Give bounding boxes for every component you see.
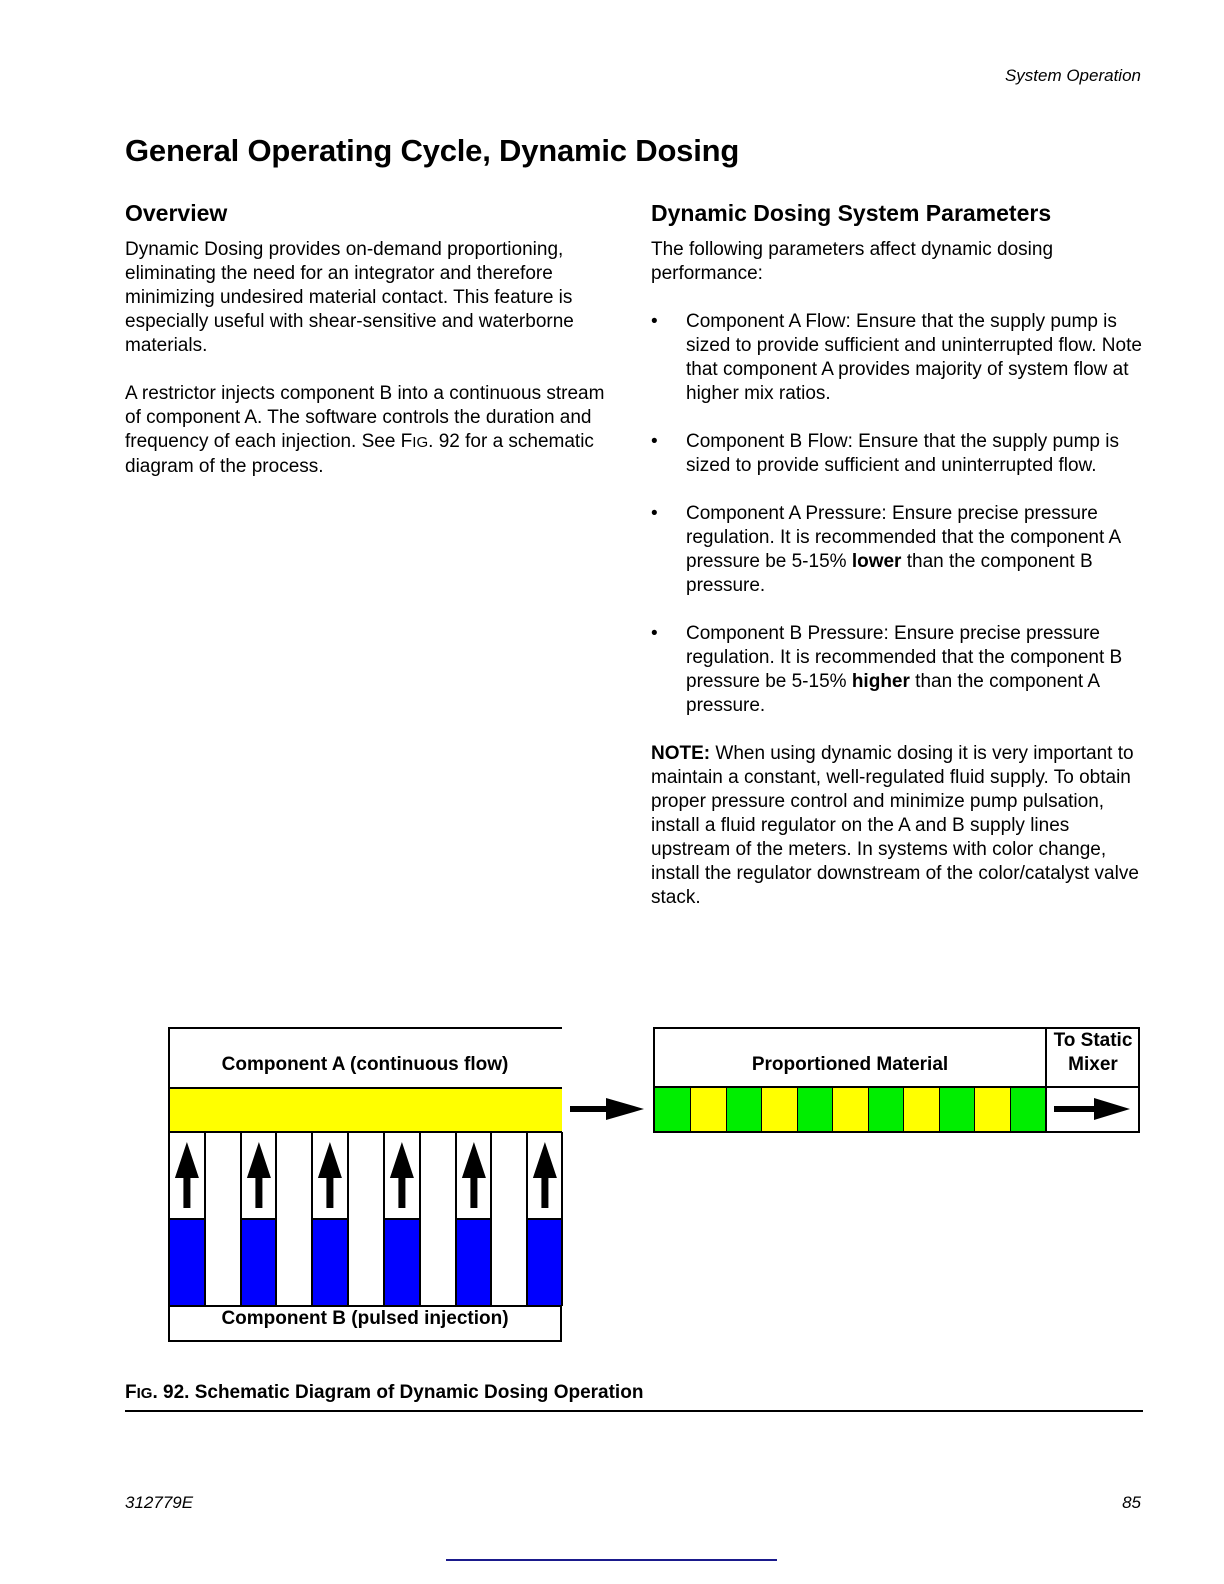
injection-pulse <box>168 1132 205 1306</box>
overview-heading: Overview <box>125 200 228 226</box>
caption-smallcaps: IG <box>136 1385 153 1402</box>
parameter-item-b-flow <box>651 430 1143 478</box>
item-text: than the component B pressure. <box>686 551 1093 596</box>
component-b-pulse <box>457 1218 492 1306</box>
figure-caption <box>125 1382 643 1404</box>
injection-gap <box>347 1132 384 1306</box>
static-mixer-label-line2: Mixer <box>1068 1054 1118 1075</box>
page-title: General Operating Cycle, Dynamic Dosing <box>125 133 740 168</box>
bullet-icon: • <box>651 311 658 332</box>
caption-text: . 92. Schematic Diagram of Dynamic Dosing Operation <box>152 1382 644 1403</box>
injection-pulse <box>383 1132 420 1306</box>
overview-paragraph-1: Dynamic Dosing provides on-demand proportioning, eliminating the need for an integrator and therefore minimizing undesired material contact. This feature is especially useful with shear-sensitive and waterborne materials. <box>125 239 574 356</box>
parameters-section <box>651 200 1143 934</box>
injection-arrow-up-icon <box>457 1140 491 1216</box>
item-text: Component B Flow: Ensure that the supply pump is sized to provide sufficient and uninterrupted flow. <box>686 431 1120 476</box>
injection-arrow-up-icon <box>528 1140 562 1216</box>
proportioned-divider <box>1045 1027 1047 1133</box>
segment-yellow <box>903 1088 938 1131</box>
note-paragraph <box>651 742 1143 910</box>
injection-arrow-up-icon <box>385 1140 419 1216</box>
proportioned-rule <box>653 1086 1140 1088</box>
parameter-item-a-pressure <box>651 502 1143 598</box>
component-a-label: Component A (continuous flow) <box>221 1054 509 1075</box>
note-text: When using dynamic dosing it is very important to maintain a constant, well-regulated fluid supply. To obtain proper pressure control and minimize pump pulsation, install a fluid regulator on the A and B supply lines upstream of the meters. In systems with color change, install the regulator downstream of the color/catalyst valve stack. <box>651 743 1139 908</box>
document-number: 312779E <box>125 1493 194 1512</box>
parameters-intro: The following parameters affect dynamic dosing performance: <box>651 239 1054 284</box>
component-b-pulse <box>528 1218 561 1306</box>
fig-ref-smallcaps: IG <box>412 434 429 451</box>
segment-yellow <box>974 1088 1009 1131</box>
segment-green <box>868 1088 903 1131</box>
overview-section <box>125 200 620 503</box>
note-label: NOTE: <box>651 743 711 764</box>
segment-green <box>1010 1088 1045 1131</box>
injection-pulse <box>311 1132 348 1306</box>
segment-green <box>655 1088 690 1131</box>
proportioned-material-label: Proportioned Material <box>751 1054 949 1075</box>
segment-yellow <box>690 1088 725 1131</box>
paragraph-text: . 92 for a schematic diagram of the process. <box>125 431 594 477</box>
parameters-list <box>651 310 1143 718</box>
component-a-label-box <box>168 1027 562 1088</box>
parameters-heading: Dynamic Dosing System Parameters <box>651 200 1052 226</box>
parameter-item-b-pressure <box>651 622 1143 718</box>
segment-green <box>797 1088 832 1131</box>
injection-gap <box>419 1132 456 1306</box>
item-text: than the component A pressure. <box>686 671 1099 716</box>
injection-arrow-up-icon <box>313 1140 347 1216</box>
running-head: System Operation <box>1004 66 1141 85</box>
component-a-stream <box>168 1087 562 1133</box>
item-text: Component B Pressure: Ensure precise pressure regulation. It is recommended that the component B pressure be 5-15% <box>686 623 1123 692</box>
injection-gap <box>204 1132 241 1306</box>
bullet-icon: • <box>651 503 658 524</box>
component-b-pulse <box>170 1218 205 1306</box>
injection-pulse <box>526 1132 563 1306</box>
flow-arrow-icon <box>568 1096 646 1122</box>
parameter-item-a-flow <box>651 310 1143 406</box>
caption-divider <box>125 1410 1143 1412</box>
component-b-pulse <box>242 1218 277 1306</box>
bullet-icon: • <box>651 623 658 644</box>
injection-arrow-up-icon <box>170 1140 204 1216</box>
segment-green <box>726 1088 761 1131</box>
injection-pulse <box>455 1132 492 1306</box>
emphasis-lower: lower <box>851 551 902 572</box>
injection-pulse <box>240 1132 277 1306</box>
injection-gap <box>490 1132 527 1306</box>
to-mixer-arrow-icon <box>1052 1096 1132 1122</box>
link-underline[interactable] <box>446 1559 777 1561</box>
item-text: Component A Pressure: Ensure precise pressure regulation. It is recommended that the component A pressure be 5-15% <box>686 503 1121 572</box>
component-b-pulse <box>385 1218 420 1306</box>
segment-yellow <box>761 1088 796 1131</box>
component-b-label: Component B (pulsed injection) <box>221 1308 509 1329</box>
paragraph-text: A restrictor injects component B into a continuous stream of component A. The software controls the duration and frequency of each injection. See F <box>125 383 605 452</box>
segment-green <box>939 1088 974 1131</box>
bullet-icon: • <box>651 431 658 452</box>
segment-yellow <box>832 1088 867 1131</box>
static-mixer-label-line1: To Static <box>1053 1030 1133 1051</box>
injection-arrow-up-icon <box>242 1140 276 1216</box>
overview-paragraph-2 <box>125 382 620 479</box>
proportioned-material-box <box>653 1027 1140 1133</box>
component-b-label-box <box>168 1305 562 1342</box>
component-b-pulse <box>313 1218 348 1306</box>
emphasis-higher: higher <box>851 671 910 692</box>
injection-gap <box>275 1132 312 1306</box>
page-number: 85 <box>1122 1493 1141 1512</box>
item-text: Component A Flow: Ensure that the supply pump is sized to provide sufficient and uninterrupted flow. Note that component A provides majority of system flow at higher mix ratios. <box>686 311 1142 404</box>
caption-text: F <box>125 1382 137 1403</box>
